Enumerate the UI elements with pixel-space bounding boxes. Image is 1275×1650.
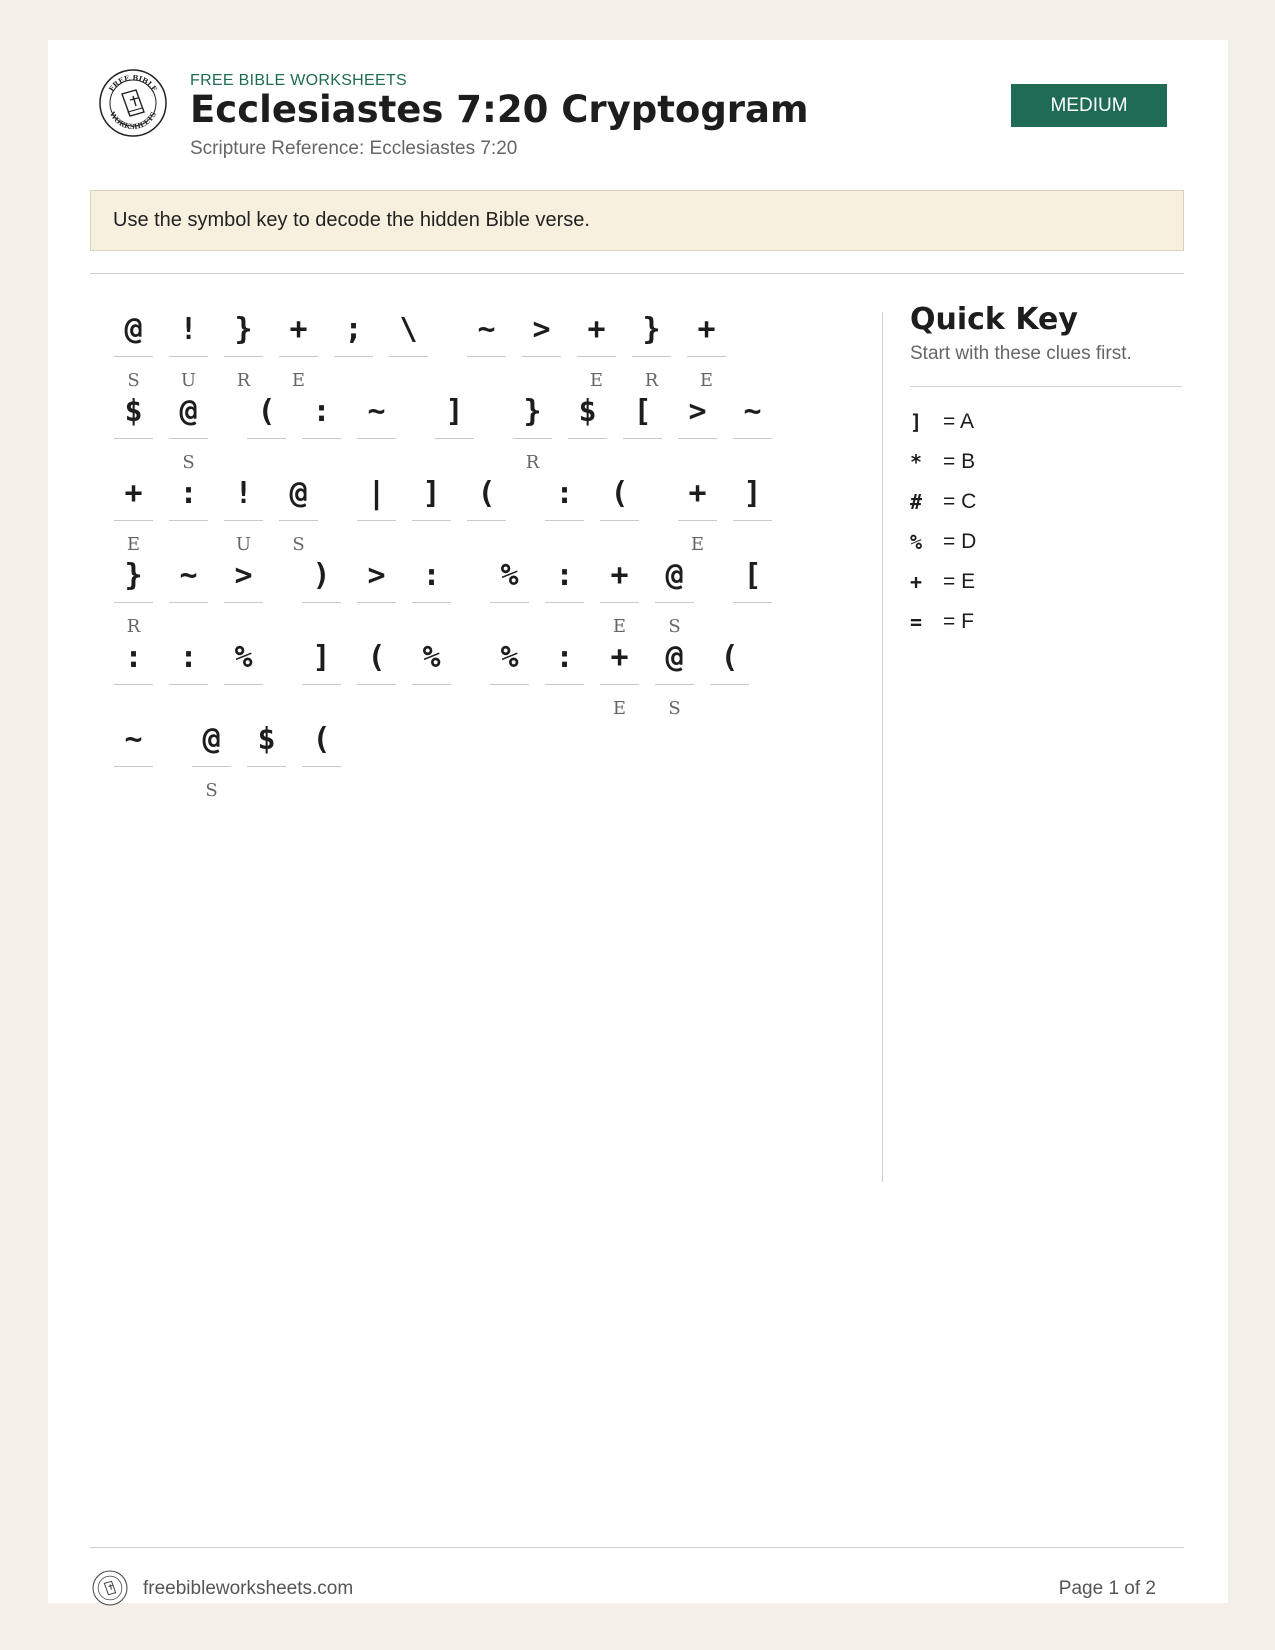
answer-line — [490, 602, 529, 603]
puzzle-cell[interactable] — [545, 470, 584, 556]
answer-line — [302, 602, 341, 603]
cipher-symbol: % — [234, 640, 253, 675]
footer-divider — [90, 1547, 1184, 1548]
cipher-symbol: ) — [312, 558, 331, 593]
answer-line — [169, 602, 208, 603]
puzzle-cell[interactable] — [733, 470, 772, 556]
cipher-symbol: + — [610, 640, 629, 675]
cipher-symbol: ( — [720, 640, 739, 675]
instructions-text: Use the symbol key to decode the hidden Bible verse. — [113, 209, 590, 231]
answer-line — [334, 356, 373, 357]
puzzle-cell[interactable] — [302, 388, 341, 474]
cipher-symbol: + — [289, 312, 308, 347]
bible-worksheets-logo-icon — [98, 68, 168, 138]
answer-line — [678, 438, 717, 439]
answer-line — [568, 438, 607, 439]
cipher-symbol: ~ — [367, 394, 386, 429]
cipher-symbol: $ — [578, 394, 597, 429]
cipher-symbol: ] — [743, 476, 762, 511]
answer-line — [655, 684, 694, 685]
answer-letter: S — [668, 698, 681, 719]
answer-line — [247, 438, 286, 439]
answer-line — [710, 684, 749, 685]
cipher-symbol: > — [532, 312, 551, 347]
answer-line — [279, 520, 318, 521]
cipher-symbol: \ — [399, 312, 418, 347]
quick-key-item — [910, 522, 976, 562]
answer-letter: R — [236, 370, 251, 391]
puzzle-cell[interactable] — [279, 306, 318, 392]
answer-letter: E — [589, 370, 604, 391]
answer-letter: E — [612, 616, 627, 637]
answer-line — [435, 438, 474, 439]
puzzle-cell[interactable] — [568, 388, 607, 474]
puzzle-cell[interactable] — [623, 388, 662, 474]
answer-line — [279, 356, 318, 357]
answer-line — [600, 602, 639, 603]
puzzle-cell[interactable] — [114, 552, 153, 638]
quick-key-divider — [910, 386, 1182, 387]
puzzle-cell[interactable] — [490, 634, 529, 720]
puzzle-cell[interactable] — [247, 388, 286, 474]
answer-line — [513, 438, 552, 439]
cipher-symbol: $ — [124, 394, 143, 429]
cipher-symbol: ] — [312, 640, 331, 675]
cipher-symbol: : — [179, 476, 198, 511]
cipher-symbol: > — [234, 558, 253, 593]
puzzle-cell[interactable] — [302, 634, 341, 720]
cipher-symbol: } — [642, 312, 661, 347]
cipher-symbol: + — [124, 476, 143, 511]
answer-line — [467, 520, 506, 521]
puzzle-row — [114, 552, 834, 638]
cipher-symbol: + — [697, 312, 716, 347]
puzzle-cell[interactable] — [545, 634, 584, 720]
quick-key-title: Quick Key — [910, 302, 1078, 337]
cipher-symbol: @ — [289, 476, 308, 511]
answer-letter: E — [291, 370, 306, 391]
puzzle-cell[interactable] — [545, 552, 584, 638]
answer-line — [114, 520, 153, 521]
answer-letter: S — [668, 616, 681, 637]
puzzle-cell[interactable] — [224, 634, 263, 720]
answer-line — [632, 356, 671, 357]
puzzle-cell[interactable] — [169, 306, 208, 392]
puzzle-row — [114, 470, 834, 556]
cipher-symbol: > — [367, 558, 386, 593]
answer-letter: S — [182, 452, 195, 473]
answer-line — [114, 438, 153, 439]
puzzle-cell[interactable] — [169, 388, 208, 474]
quick-key-subtitle: Start with these clues first. — [910, 343, 1132, 364]
cipher-symbol: } — [234, 312, 253, 347]
logo-bottom-text: WORKSHEETS — [107, 110, 158, 132]
answer-line — [114, 684, 153, 685]
cipher-symbol: @ — [665, 640, 684, 675]
puzzle-cell[interactable] — [678, 470, 717, 556]
puzzle-cell[interactable] — [687, 306, 726, 392]
quick-key-symbol: % — [910, 530, 923, 554]
puzzle-cell[interactable] — [632, 306, 671, 392]
cipher-symbol: ( — [257, 394, 276, 429]
answer-line — [600, 520, 639, 521]
answer-line — [169, 356, 208, 357]
cryptogram-puzzle — [114, 306, 834, 886]
answer-line — [224, 684, 263, 685]
cipher-symbol: : — [179, 640, 198, 675]
cipher-symbol: ] — [445, 394, 464, 429]
answer-line — [733, 520, 772, 521]
answer-line — [357, 684, 396, 685]
footer-site: freebibleworksheets.com — [143, 1578, 354, 1599]
worksheet-page — [48, 40, 1228, 1603]
answer-line — [114, 602, 153, 603]
quick-key-letter: = F — [943, 610, 974, 633]
answer-line — [389, 356, 428, 357]
cipher-symbol: : — [312, 394, 331, 429]
cipher-symbol: @ — [179, 394, 198, 429]
puzzle-cell[interactable] — [224, 306, 263, 392]
cipher-symbol: : — [124, 640, 143, 675]
cipher-symbol: : — [555, 476, 574, 511]
cipher-symbol: } — [124, 558, 143, 593]
puzzle-cell[interactable] — [389, 306, 428, 392]
cipher-symbol: + — [610, 558, 629, 593]
scripture-reference: Scripture Reference: Ecclesiastes 7:20 — [190, 138, 518, 159]
page-number: Page 1 of 2 — [1058, 1578, 1156, 1599]
puzzle-cell[interactable] — [733, 552, 772, 638]
puzzle-cell[interactable] — [577, 306, 616, 392]
answer-line — [192, 766, 231, 767]
difficulty-badge: MEDIUM — [1011, 84, 1167, 127]
answer-line — [114, 356, 153, 357]
puzzle-cell[interactable] — [114, 306, 153, 392]
instructions-box — [90, 190, 1184, 251]
quick-key-symbol: + — [910, 570, 923, 594]
cipher-symbol: | — [367, 476, 386, 511]
answer-line — [412, 602, 451, 603]
answer-line — [357, 602, 396, 603]
puzzle-cell[interactable] — [490, 552, 529, 638]
answer-line — [357, 520, 396, 521]
quick-key-item — [910, 602, 976, 642]
puzzle-cell[interactable] — [169, 470, 208, 556]
answer-line — [247, 766, 286, 767]
cipher-symbol: [ — [633, 394, 652, 429]
puzzle-row — [114, 388, 834, 474]
puzzle-cell[interactable] — [114, 634, 153, 720]
answer-letter: S — [127, 370, 140, 391]
puzzle-cell[interactable] — [412, 634, 451, 720]
answer-line — [169, 520, 208, 521]
answer-line — [114, 766, 153, 767]
puzzle-cell[interactable] — [733, 388, 772, 474]
quick-key-symbol: = — [910, 610, 923, 634]
cipher-symbol: ~ — [124, 722, 143, 757]
puzzle-cell[interactable] — [357, 388, 396, 474]
quick-key-symbol: * — [910, 450, 923, 474]
cipher-symbol: ~ — [179, 558, 198, 593]
puzzle-cell[interactable] — [412, 470, 451, 556]
puzzle-cell[interactable] — [600, 634, 639, 720]
puzzle-cell[interactable] — [467, 306, 506, 392]
quick-key-letter: = E — [943, 570, 976, 593]
puzzle-cell[interactable] — [302, 552, 341, 638]
answer-line — [655, 602, 694, 603]
answer-line — [623, 438, 662, 439]
answer-line — [467, 356, 506, 357]
answer-line — [733, 438, 772, 439]
answer-letter: R — [525, 452, 540, 473]
cipher-symbol: : — [555, 558, 574, 593]
cipher-symbol: : — [555, 640, 574, 675]
cipher-symbol: $ — [257, 722, 276, 757]
quick-key-item — [910, 402, 976, 442]
cipher-symbol: ] — [422, 476, 441, 511]
puzzle-cell[interactable] — [192, 716, 231, 802]
quick-key-list — [910, 402, 976, 642]
puzzle-cell[interactable] — [655, 552, 694, 638]
quick-key-symbol: ] — [910, 410, 923, 434]
cipher-symbol: ; — [344, 312, 363, 347]
puzzle-cell[interactable] — [279, 470, 318, 556]
cipher-symbol: @ — [202, 722, 221, 757]
cipher-symbol: @ — [124, 312, 143, 347]
puzzle-cell[interactable] — [357, 634, 396, 720]
puzzle-cell[interactable] — [247, 716, 286, 802]
answer-line — [600, 684, 639, 685]
footer-logo-icon — [92, 1570, 128, 1606]
header-divider — [90, 273, 1184, 274]
puzzle-cell[interactable] — [169, 634, 208, 720]
answer-line — [224, 520, 263, 521]
column-divider — [882, 312, 883, 1182]
puzzle-row — [114, 634, 834, 720]
answer-line — [545, 520, 584, 521]
puzzle-cell[interactable] — [655, 634, 694, 720]
puzzle-cell[interactable] — [302, 716, 341, 802]
answer-line — [224, 356, 263, 357]
quick-key-letter: = D — [943, 530, 977, 553]
cipher-symbol: % — [500, 558, 519, 593]
answer-letter: S — [292, 534, 305, 555]
answer-line — [169, 684, 208, 685]
puzzle-cell[interactable] — [114, 388, 153, 474]
answer-line — [490, 684, 529, 685]
cipher-symbol: > — [688, 394, 707, 429]
cipher-symbol: % — [422, 640, 441, 675]
brand-label: FREE BIBLE WORKSHEETS — [190, 72, 408, 89]
puzzle-cell[interactable] — [412, 552, 451, 638]
answer-line — [522, 356, 561, 357]
puzzle-cell[interactable] — [357, 470, 396, 556]
answer-line — [545, 684, 584, 685]
logo-top-text: FREE BIBLE — [106, 72, 160, 94]
cipher-symbol: ! — [179, 312, 198, 347]
answer-letter: E — [690, 534, 705, 555]
puzzle-cell[interactable] — [357, 552, 396, 638]
answer-line — [577, 356, 616, 357]
puzzle-cell[interactable] — [224, 552, 263, 638]
quick-key-item — [910, 482, 976, 522]
answer-line — [357, 438, 396, 439]
answer-letter: E — [612, 698, 627, 719]
quick-key-letter: = B — [943, 450, 976, 473]
puzzle-cell[interactable] — [600, 552, 639, 638]
answer-letter: R — [644, 370, 659, 391]
cipher-symbol: + — [587, 312, 606, 347]
cipher-symbol: ~ — [743, 394, 762, 429]
answer-line — [302, 684, 341, 685]
cipher-symbol: @ — [665, 558, 684, 593]
page-title: Ecclesiastes 7:20 Cryptogram — [190, 88, 809, 131]
puzzle-cell[interactable] — [114, 470, 153, 556]
answer-line — [224, 602, 263, 603]
cipher-symbol: [ — [743, 558, 762, 593]
answer-line — [733, 602, 772, 603]
cipher-symbol: ~ — [477, 312, 496, 347]
cipher-symbol: ( — [367, 640, 386, 675]
answer-line — [412, 520, 451, 521]
answer-line — [302, 766, 341, 767]
puzzle-cell[interactable] — [114, 716, 153, 802]
cipher-symbol: ( — [477, 476, 496, 511]
answer-line — [302, 438, 341, 439]
puzzle-cell[interactable] — [513, 388, 552, 474]
answer-letter: R — [126, 616, 141, 637]
answer-letter: U — [180, 370, 197, 391]
puzzle-cell[interactable] — [224, 470, 263, 556]
answer-line — [687, 356, 726, 357]
puzzle-cell[interactable] — [600, 470, 639, 556]
puzzle-row — [114, 306, 834, 392]
puzzle-cell[interactable] — [169, 552, 208, 638]
cipher-symbol: : — [422, 558, 441, 593]
cipher-symbol: % — [500, 640, 519, 675]
puzzle-cell[interactable] — [522, 306, 561, 392]
quick-key-letter: = C — [943, 490, 977, 513]
answer-line — [169, 438, 208, 439]
answer-letter: U — [235, 534, 252, 555]
quick-key-symbol: # — [910, 490, 923, 514]
answer-line — [545, 602, 584, 603]
quick-key-item — [910, 442, 976, 482]
answer-letter: E — [126, 534, 141, 555]
quick-key-letter: = A — [943, 410, 974, 433]
answer-line — [678, 520, 717, 521]
cipher-symbol: ( — [610, 476, 629, 511]
cipher-symbol: + — [688, 476, 707, 511]
puzzle-cell[interactable] — [467, 470, 506, 556]
puzzle-row — [114, 716, 834, 802]
answer-line — [412, 684, 451, 685]
answer-letter: S — [205, 780, 218, 801]
cipher-symbol: ! — [234, 476, 253, 511]
answer-letter: E — [699, 370, 714, 391]
puzzle-cell[interactable] — [710, 634, 749, 720]
cipher-symbol: } — [523, 394, 542, 429]
cipher-symbol: ( — [312, 722, 331, 757]
puzzle-cell[interactable] — [334, 306, 373, 392]
puzzle-cell[interactable] — [435, 388, 474, 474]
puzzle-cell[interactable] — [678, 388, 717, 474]
quick-key-item — [910, 562, 976, 602]
